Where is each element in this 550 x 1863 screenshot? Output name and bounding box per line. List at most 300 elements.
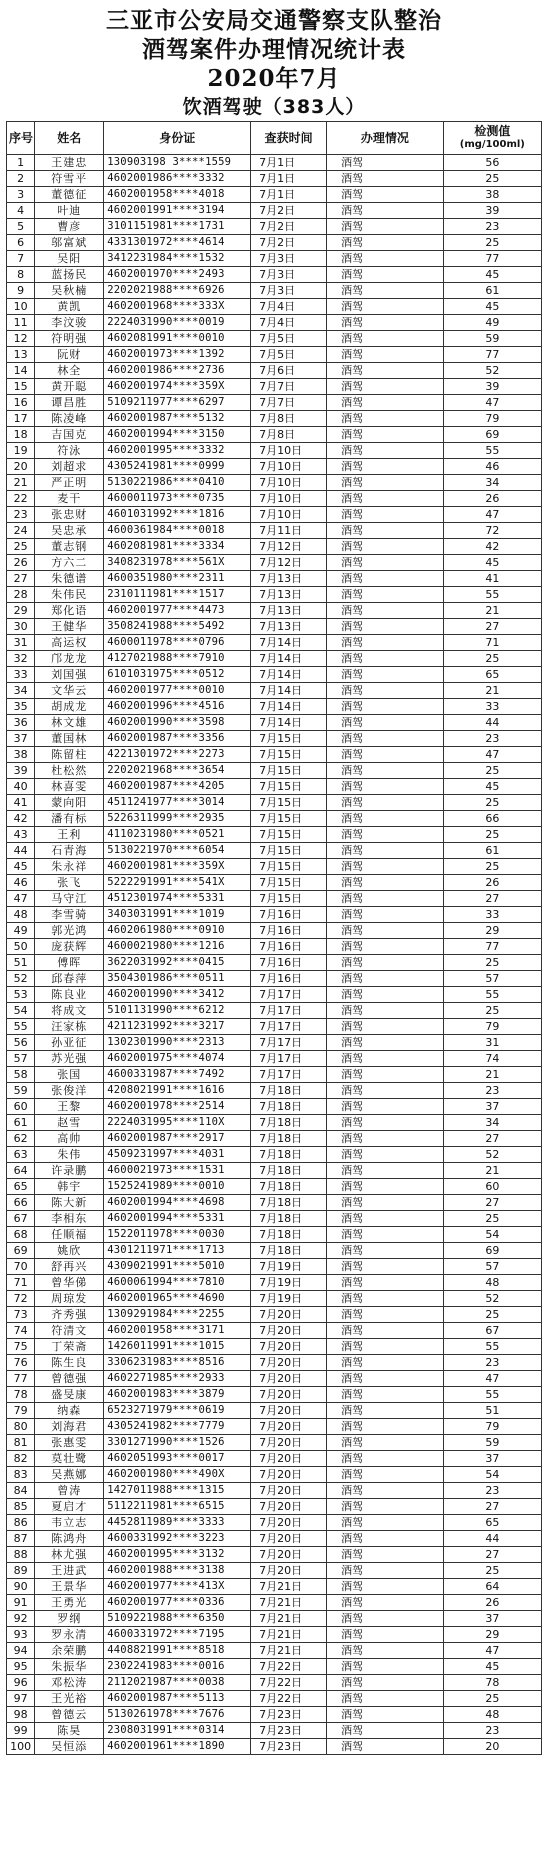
cell-name: 麦干: [35, 491, 104, 507]
cell-no: 19: [7, 443, 35, 459]
cell-date: 7月14日: [251, 667, 327, 683]
cell-no: 33: [7, 667, 35, 683]
cell-name: 舒再兴: [35, 1259, 104, 1275]
cell-id: 4602001977****413X: [104, 1579, 251, 1595]
table-row: [7, 683, 542, 699]
cell-id: 4602001978****2514: [104, 1099, 251, 1115]
cell-id: 4602001990****3412: [104, 987, 251, 1003]
table-row: [7, 187, 542, 203]
cell-status: 酒驾: [327, 395, 444, 411]
cell-id: 4602001977****0010: [104, 683, 251, 699]
cell-status: 酒驾: [327, 1099, 444, 1115]
cell-date: 7月20日: [251, 1435, 327, 1451]
cell-status: 酒驾: [327, 507, 444, 523]
cell-date: 7月20日: [251, 1531, 327, 1547]
cell-id: 4452811989****3333: [104, 1515, 251, 1531]
table-row: [7, 1627, 542, 1643]
cell-no: 81: [7, 1435, 35, 1451]
cell-date: 7月21日: [251, 1643, 327, 1659]
cell-date: 7月3日: [251, 267, 327, 283]
cell-status: 酒驾: [327, 1355, 444, 1371]
table-row: [7, 699, 542, 715]
cell-value: 72: [443, 523, 541, 539]
cell-name: 韦立志: [35, 1515, 104, 1531]
table-row: [7, 1403, 542, 1419]
cell-value: 67: [443, 1323, 541, 1339]
cell-id: 4602001974****359X: [104, 379, 251, 395]
cell-status: 酒驾: [327, 379, 444, 395]
cell-no: 95: [7, 1659, 35, 1675]
cell-status: 酒驾: [327, 667, 444, 683]
cell-date: 7月18日: [251, 1227, 327, 1243]
cell-no: 50: [7, 939, 35, 955]
cell-date: 7月10日: [251, 507, 327, 523]
header-no: 序号: [7, 122, 35, 155]
cell-date: 7月10日: [251, 459, 327, 475]
table-row: [7, 795, 542, 811]
cell-date: 7月4日: [251, 315, 327, 331]
cell-id: 4602001988****3138: [104, 1563, 251, 1579]
cell-id: 2202021988****6926: [104, 283, 251, 299]
table-row: [7, 251, 542, 267]
cell-no: 67: [7, 1211, 35, 1227]
cell-value: 45: [443, 779, 541, 795]
cell-id: 4127021988****7910: [104, 651, 251, 667]
table-row: [7, 603, 542, 619]
cell-id: 4600351980****2311: [104, 571, 251, 587]
cell-id: 4602001994****3150: [104, 427, 251, 443]
cell-no: 70: [7, 1259, 35, 1275]
cell-no: 17: [7, 411, 35, 427]
cell-name: 任顺福: [35, 1227, 104, 1243]
cell-date: 7月6日: [251, 363, 327, 379]
table-row: [7, 1307, 542, 1323]
table-row: [7, 1163, 542, 1179]
cell-value: 79: [443, 1419, 541, 1435]
cell-id: 4331301972****4614: [104, 235, 251, 251]
cell-date: 7月17日: [251, 1051, 327, 1067]
cell-id: 4602061980****0910: [104, 923, 251, 939]
cell-name: 刘超求: [35, 459, 104, 475]
cell-id: 3306231983****8516: [104, 1355, 251, 1371]
cell-value: 79: [443, 1019, 541, 1035]
cell-value: 37: [443, 1611, 541, 1627]
cell-id: 4602001981****359X: [104, 859, 251, 875]
cell-status: 酒驾: [327, 1339, 444, 1355]
cell-value: 64: [443, 1579, 541, 1595]
cell-no: 71: [7, 1275, 35, 1291]
cell-id: 4602001987****5132: [104, 411, 251, 427]
cell-value: 39: [443, 379, 541, 395]
table-row: [7, 1067, 542, 1083]
table-row: [7, 635, 542, 651]
cell-name: 李汶骏: [35, 315, 104, 331]
cell-no: 29: [7, 603, 35, 619]
table-row: [7, 907, 542, 923]
cell-no: 45: [7, 859, 35, 875]
cell-status: 酒驾: [327, 1531, 444, 1547]
cell-name: 莫壮鹭: [35, 1451, 104, 1467]
cell-id: 4509231997****4031: [104, 1147, 251, 1163]
cell-value: 44: [443, 715, 541, 731]
cell-name: 夏启才: [35, 1499, 104, 1515]
cell-name: 王黎: [35, 1099, 104, 1115]
cell-name: 苏光强: [35, 1051, 104, 1067]
table-row: [7, 731, 542, 747]
cell-no: 34: [7, 683, 35, 699]
cell-date: 7月22日: [251, 1691, 327, 1707]
cell-name: 严正明: [35, 475, 104, 491]
cell-name: 李雪骑: [35, 907, 104, 923]
cell-value: 23: [443, 1723, 541, 1739]
cell-name: 丁荣斋: [35, 1339, 104, 1355]
cell-name: 黄开聪: [35, 379, 104, 395]
cell-name: 曹彦: [35, 219, 104, 235]
cell-name: 将成文: [35, 1003, 104, 1019]
cell-value: 47: [443, 395, 541, 411]
cell-date: 7月8日: [251, 411, 327, 427]
cell-no: 65: [7, 1179, 35, 1195]
cell-status: 酒驾: [327, 1275, 444, 1291]
cell-value: 25: [443, 763, 541, 779]
cell-no: 97: [7, 1691, 35, 1707]
cell-status: 酒驾: [327, 203, 444, 219]
cell-name: 董德征: [35, 187, 104, 203]
cell-status: 酒驾: [327, 539, 444, 555]
cell-no: 99: [7, 1723, 35, 1739]
cell-status: 酒驾: [327, 683, 444, 699]
cell-name: 盛旻康: [35, 1387, 104, 1403]
cell-date: 7月3日: [251, 251, 327, 267]
cell-value: 26: [443, 1595, 541, 1611]
cell-id: 4211231992****3217: [104, 1019, 251, 1035]
cell-value: 31: [443, 1035, 541, 1051]
cell-status: 酒驾: [327, 1499, 444, 1515]
cell-id: 2224031995****110X: [104, 1115, 251, 1131]
cell-id: 3301271990****1526: [104, 1435, 251, 1451]
table-row: [7, 1659, 542, 1675]
cell-id: 4512301974****5331: [104, 891, 251, 907]
cell-value: 55: [443, 587, 541, 603]
cell-no: 23: [7, 507, 35, 523]
cell-id: 4602001987****5113: [104, 1691, 251, 1707]
cell-status: 酒驾: [327, 875, 444, 891]
cell-status: 酒驾: [327, 1371, 444, 1387]
cell-date: 7月18日: [251, 1147, 327, 1163]
cell-id: 4602001983****3879: [104, 1387, 251, 1403]
cell-status: 酒驾: [327, 427, 444, 443]
cell-id: 4600331972****7195: [104, 1627, 251, 1643]
cell-date: 7月5日: [251, 347, 327, 363]
cell-id: 4602271985****2933: [104, 1371, 251, 1387]
cell-date: 7月18日: [251, 1131, 327, 1147]
cell-no: 84: [7, 1483, 35, 1499]
cell-name: 郭光鸿: [35, 923, 104, 939]
cell-date: 7月21日: [251, 1627, 327, 1643]
cell-no: 36: [7, 715, 35, 731]
cell-name: 吴阳: [35, 251, 104, 267]
cell-value: 25: [443, 859, 541, 875]
cell-name: 吴恒添: [35, 1739, 104, 1755]
table-row: [7, 475, 542, 491]
table-row: [7, 1099, 542, 1115]
cell-status: 酒驾: [327, 1467, 444, 1483]
table-row: [7, 1115, 542, 1131]
cell-status: 酒驾: [327, 1051, 444, 1067]
cell-no: 41: [7, 795, 35, 811]
table-row: [7, 1195, 542, 1211]
cell-date: 7月22日: [251, 1659, 327, 1675]
cell-name: 刘海君: [35, 1419, 104, 1435]
cell-date: 7月18日: [251, 1099, 327, 1115]
table-row: [7, 571, 542, 587]
cell-date: 7月10日: [251, 475, 327, 491]
cell-value: 38: [443, 187, 541, 203]
cell-value: 74: [443, 1051, 541, 1067]
table-row: [7, 891, 542, 907]
cell-value: 54: [443, 1467, 541, 1483]
cell-value: 23: [443, 219, 541, 235]
cell-name: 谭昌胜: [35, 395, 104, 411]
table-row: [7, 1019, 542, 1035]
cell-id: 4600021980****1216: [104, 939, 251, 955]
cell-value: 45: [443, 1659, 541, 1675]
cell-no: 53: [7, 987, 35, 1003]
cell-no: 98: [7, 1707, 35, 1723]
cell-name: 曾华俤: [35, 1275, 104, 1291]
cell-status: 酒驾: [327, 1243, 444, 1259]
cell-status: 酒驾: [327, 763, 444, 779]
cell-value: 37: [443, 1451, 541, 1467]
table-row: [7, 1243, 542, 1259]
cell-id: 3622031992****0415: [104, 955, 251, 971]
title-line-3: 2020年7月: [207, 65, 341, 92]
cell-name: 吉国克: [35, 427, 104, 443]
cell-no: 73: [7, 1307, 35, 1323]
cell-value: 25: [443, 171, 541, 187]
cell-status: 酒驾: [327, 1179, 444, 1195]
cell-no: 64: [7, 1163, 35, 1179]
cell-id: 1525241989****0010: [104, 1179, 251, 1195]
cell-value: 52: [443, 1147, 541, 1163]
cell-date: 7月15日: [251, 731, 327, 747]
cell-id: 2112021987****0038: [104, 1675, 251, 1691]
cell-id: 4602001987****4205: [104, 779, 251, 795]
cell-value: 47: [443, 747, 541, 763]
table-row: [7, 827, 542, 843]
table-row: [7, 843, 542, 859]
cell-date: 7月12日: [251, 555, 327, 571]
table-row: [7, 1211, 542, 1227]
cell-id: 5222291991****541X: [104, 875, 251, 891]
table-row: [7, 427, 542, 443]
cell-no: 28: [7, 587, 35, 603]
cell-status: 酒驾: [327, 843, 444, 859]
cell-no: 63: [7, 1147, 35, 1163]
cell-value: 42: [443, 539, 541, 555]
cell-status: 酒驾: [327, 1403, 444, 1419]
cell-id: 4301211971****1713: [104, 1243, 251, 1259]
cell-status: 酒驾: [327, 1579, 444, 1595]
cell-date: 7月16日: [251, 971, 327, 987]
header-value: [443, 122, 541, 155]
cell-name: 陈留柱: [35, 747, 104, 763]
cell-value: 25: [443, 235, 541, 251]
cell-no: 38: [7, 747, 35, 763]
cell-name: 许录鹏: [35, 1163, 104, 1179]
cell-date: 7月20日: [251, 1483, 327, 1499]
cell-status: 酒驾: [327, 1739, 444, 1755]
cell-value: 23: [443, 1355, 541, 1371]
table-row: [7, 619, 542, 635]
cell-no: 44: [7, 843, 35, 859]
table-row: [7, 203, 542, 219]
cell-no: 18: [7, 427, 35, 443]
cell-status: 酒驾: [327, 1291, 444, 1307]
cell-no: 58: [7, 1067, 35, 1083]
cell-no: 100: [7, 1739, 35, 1755]
cell-id: 3508241988****5492: [104, 619, 251, 635]
cell-id: 4601031992****1816: [104, 507, 251, 523]
cell-name: 张忠财: [35, 507, 104, 523]
cell-status: 酒驾: [327, 587, 444, 603]
cell-no: 75: [7, 1339, 35, 1355]
table-row: [7, 1355, 542, 1371]
cell-id: 4602001961****1890: [104, 1739, 251, 1755]
cell-no: 51: [7, 955, 35, 971]
cell-value: 34: [443, 1115, 541, 1131]
table-row: [7, 1707, 542, 1723]
cell-value: 65: [443, 1515, 541, 1531]
cell-no: 2: [7, 171, 35, 187]
cell-value: 34: [443, 475, 541, 491]
table-row: [7, 1483, 542, 1499]
cell-value: 25: [443, 1307, 541, 1323]
cell-value: 55: [443, 443, 541, 459]
cell-id: 4305241981****0999: [104, 459, 251, 475]
cell-value: 69: [443, 1243, 541, 1259]
cell-id: 5130221970****6054: [104, 843, 251, 859]
cell-date: 7月17日: [251, 987, 327, 1003]
cell-date: 7月11日: [251, 523, 327, 539]
cell-name: 林尤强: [35, 1547, 104, 1563]
cell-id: 4602001996****4516: [104, 699, 251, 715]
report-subtitle: 饮酒驾驶（383人）: [182, 96, 366, 118]
cell-name: 邬富斌: [35, 235, 104, 251]
cell-no: 24: [7, 523, 35, 539]
cell-name: 张俊洋: [35, 1083, 104, 1099]
cell-name: 董志钢: [35, 539, 104, 555]
cell-date: 7月12日: [251, 539, 327, 555]
cell-date: 7月19日: [251, 1259, 327, 1275]
cell-no: 88: [7, 1547, 35, 1563]
cell-name: 陈鸿舟: [35, 1531, 104, 1547]
cell-status: 酒驾: [327, 1659, 444, 1675]
cell-no: 76: [7, 1355, 35, 1371]
table-row: [7, 1595, 542, 1611]
report-page: [6, 6, 542, 1755]
cell-status: 酒驾: [327, 619, 444, 635]
cell-no: 30: [7, 619, 35, 635]
cell-status: 酒驾: [327, 475, 444, 491]
cell-no: 42: [7, 811, 35, 827]
cell-value: 23: [443, 1483, 541, 1499]
cell-no: 27: [7, 571, 35, 587]
cell-value: 45: [443, 267, 541, 283]
cell-id: 4602001968****333X: [104, 299, 251, 315]
cell-date: 7月20日: [251, 1547, 327, 1563]
cell-status: 酒驾: [327, 1035, 444, 1051]
cell-status: 酒驾: [327, 699, 444, 715]
cell-no: 66: [7, 1195, 35, 1211]
cell-status: 酒驾: [327, 219, 444, 235]
cell-value: 20: [443, 1739, 541, 1755]
cell-value: 23: [443, 1083, 541, 1099]
cell-status: 酒驾: [327, 1211, 444, 1227]
cell-name: 蓝扬民: [35, 267, 104, 283]
cell-no: 78: [7, 1387, 35, 1403]
cell-name: 庞获辉: [35, 939, 104, 955]
cell-date: 7月23日: [251, 1707, 327, 1723]
cell-id: 5130221986****0410: [104, 475, 251, 491]
cell-status: 酒驾: [327, 299, 444, 315]
cell-name: 罗永清: [35, 1627, 104, 1643]
cell-value: 37: [443, 1099, 541, 1115]
cell-id: 1522011978****0030: [104, 1227, 251, 1243]
cell-value: 25: [443, 1563, 541, 1579]
cell-no: 5: [7, 219, 35, 235]
cell-value: 55: [443, 987, 541, 1003]
cell-value: 57: [443, 971, 541, 987]
cell-name: 张国: [35, 1067, 104, 1083]
table-row: [7, 1723, 542, 1739]
cell-no: 22: [7, 491, 35, 507]
cell-no: 54: [7, 1003, 35, 1019]
cell-status: 酒驾: [327, 1451, 444, 1467]
cell-no: 72: [7, 1291, 35, 1307]
cell-value: 27: [443, 1547, 541, 1563]
cell-date: 7月17日: [251, 1067, 327, 1083]
table-row: [7, 1611, 542, 1627]
cell-value: 25: [443, 1211, 541, 1227]
cell-status: 酒驾: [327, 907, 444, 923]
cell-status: 酒驾: [327, 1627, 444, 1643]
cell-id: 3412231984****1532: [104, 251, 251, 267]
cell-id: 4309021991****5010: [104, 1259, 251, 1275]
cell-status: 酒驾: [327, 1419, 444, 1435]
table-row: [7, 1515, 542, 1531]
table-row: [7, 1371, 542, 1387]
cell-id: 5109211977****6297: [104, 395, 251, 411]
cell-value: 46: [443, 459, 541, 475]
cell-value: 69: [443, 427, 541, 443]
cell-status: 酒驾: [327, 811, 444, 827]
cell-value: 29: [443, 1627, 541, 1643]
table-row: [7, 363, 542, 379]
cell-no: 20: [7, 459, 35, 475]
cell-value: 39: [443, 203, 541, 219]
cell-id: 1309291984****2255: [104, 1307, 251, 1323]
cell-date: 7月13日: [251, 587, 327, 603]
cell-date: 7月15日: [251, 875, 327, 891]
table-row: [7, 1387, 542, 1403]
cell-no: 4: [7, 203, 35, 219]
cell-name: 王利: [35, 827, 104, 843]
cell-no: 7: [7, 251, 35, 267]
cell-date: 7月4日: [251, 299, 327, 315]
cell-id: 2308031991****0314: [104, 1723, 251, 1739]
cell-no: 62: [7, 1131, 35, 1147]
